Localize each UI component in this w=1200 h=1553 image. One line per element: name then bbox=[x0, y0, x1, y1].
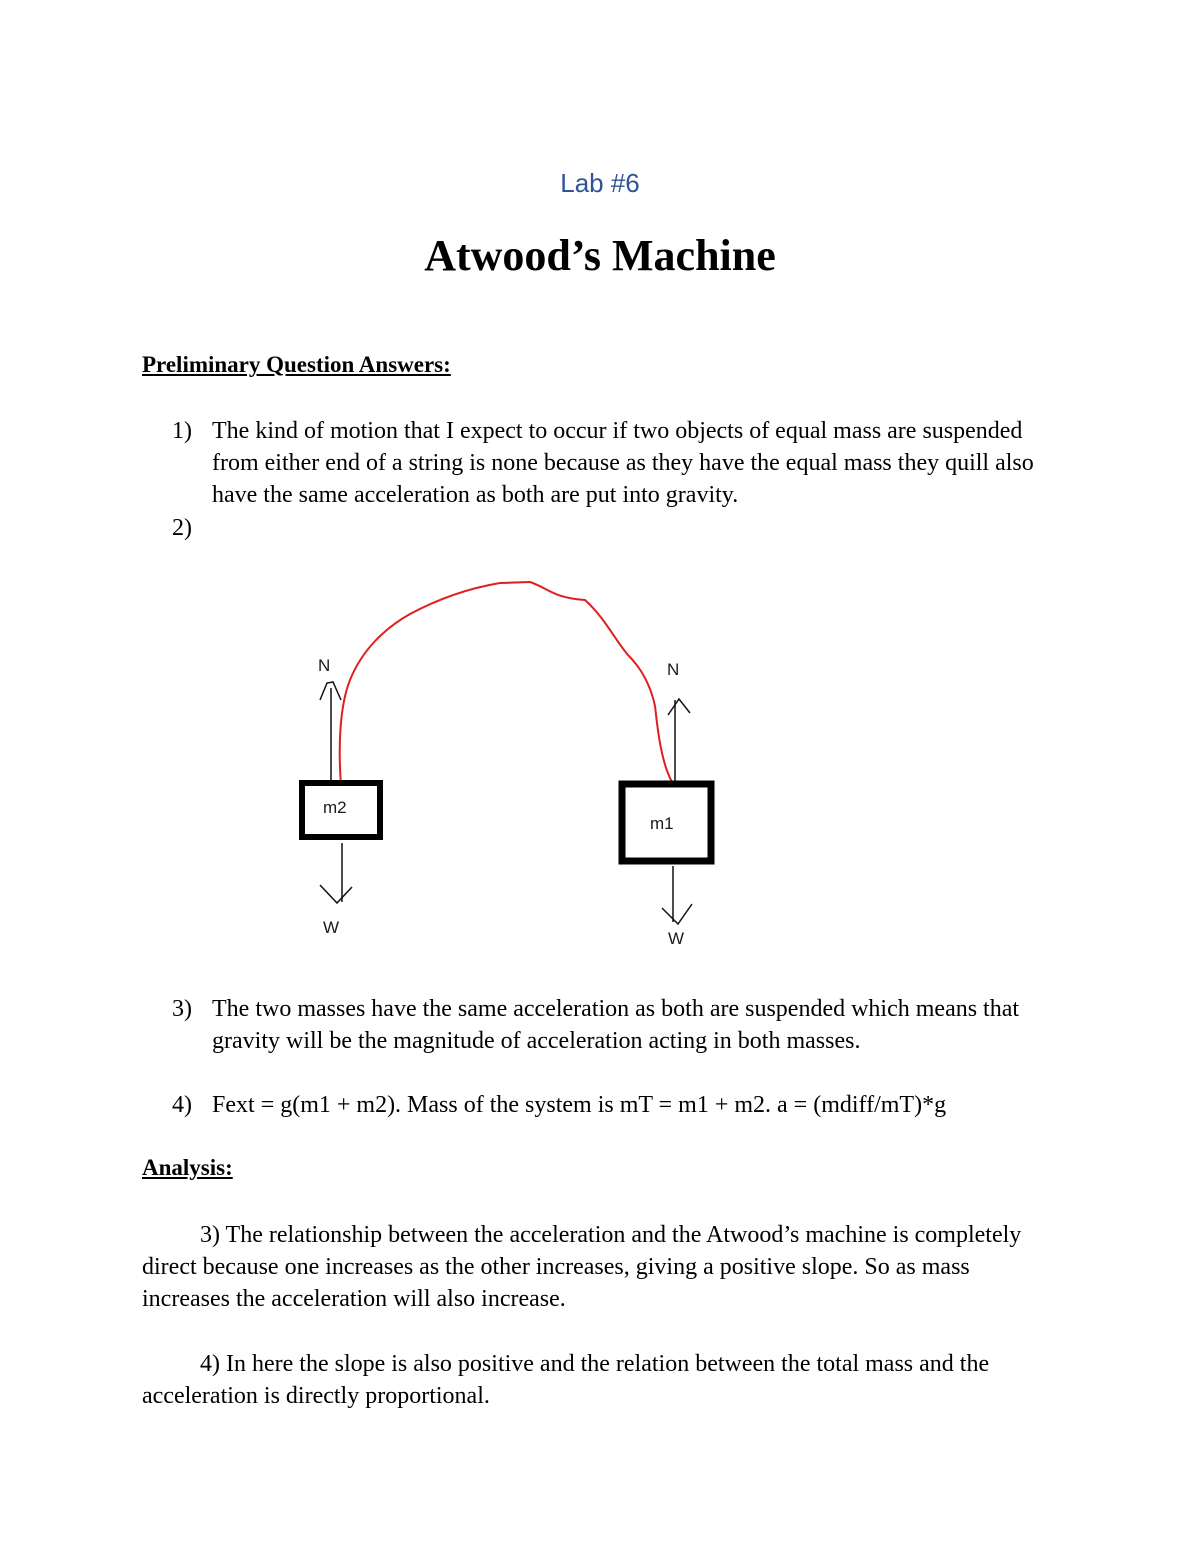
left-up-force-label: N bbox=[318, 656, 331, 675]
right-up-force-label: N bbox=[667, 660, 680, 679]
prelim-item-1 bbox=[142, 415, 1072, 511]
item-text: The two masses have the same acceleration as both are suspended which means that gravity will be the magnitude of acceleration acting in both masses. bbox=[212, 996, 1020, 1054]
right-up-arrow bbox=[668, 699, 690, 782]
left-down-force-label: W bbox=[323, 918, 340, 937]
prelim-item-3 bbox=[142, 993, 1072, 1057]
mass-label-m1: m1 bbox=[650, 814, 674, 833]
left-down-arrow bbox=[320, 843, 352, 903]
mass-label-m2: m2 bbox=[323, 798, 347, 817]
lab-number: Lab #6 bbox=[560, 168, 640, 198]
item-number: 1) bbox=[172, 418, 192, 444]
analysis-paragraph-2: 4) In here the slope is also positive and the relation between the total mass and the acceleration is directly proportional. bbox=[142, 1351, 990, 1409]
item-text: The kind of motion that I expect to occur if two objects of equal mass are suspended from either end of a string is none because as they have the equal mass they quill also have the same acceleration as both are put into gravity. bbox=[212, 418, 1034, 508]
item-number: 4) bbox=[172, 1092, 192, 1118]
item-number: 3) bbox=[172, 996, 192, 1022]
free-body-diagram bbox=[0, 560, 1200, 960]
right-down-arrow bbox=[662, 866, 692, 924]
preliminary-heading: Preliminary Question Answers: bbox=[142, 352, 451, 377]
string-line bbox=[340, 582, 672, 785]
left-up-arrow bbox=[320, 682, 341, 782]
right-down-force-label: W bbox=[668, 929, 685, 948]
analysis-paragraph-1: 3) The relationship between the acceleration and the Atwood’s machine is completely direct because one increases as the other increases, giving a positive slope. So as mass increases the acceleration will also increase. bbox=[142, 1222, 1022, 1312]
item-text: Fext = g(m1 + m2). Mass of the system is mT = m1 + m2. a = (mdiff/mT)*g bbox=[212, 1092, 947, 1118]
item-number: 2) bbox=[172, 515, 192, 541]
analysis-heading: Analysis: bbox=[142, 1155, 233, 1180]
document-title: Atwood’s Machine bbox=[424, 231, 776, 280]
prelim-item-4 bbox=[142, 1089, 1102, 1121]
